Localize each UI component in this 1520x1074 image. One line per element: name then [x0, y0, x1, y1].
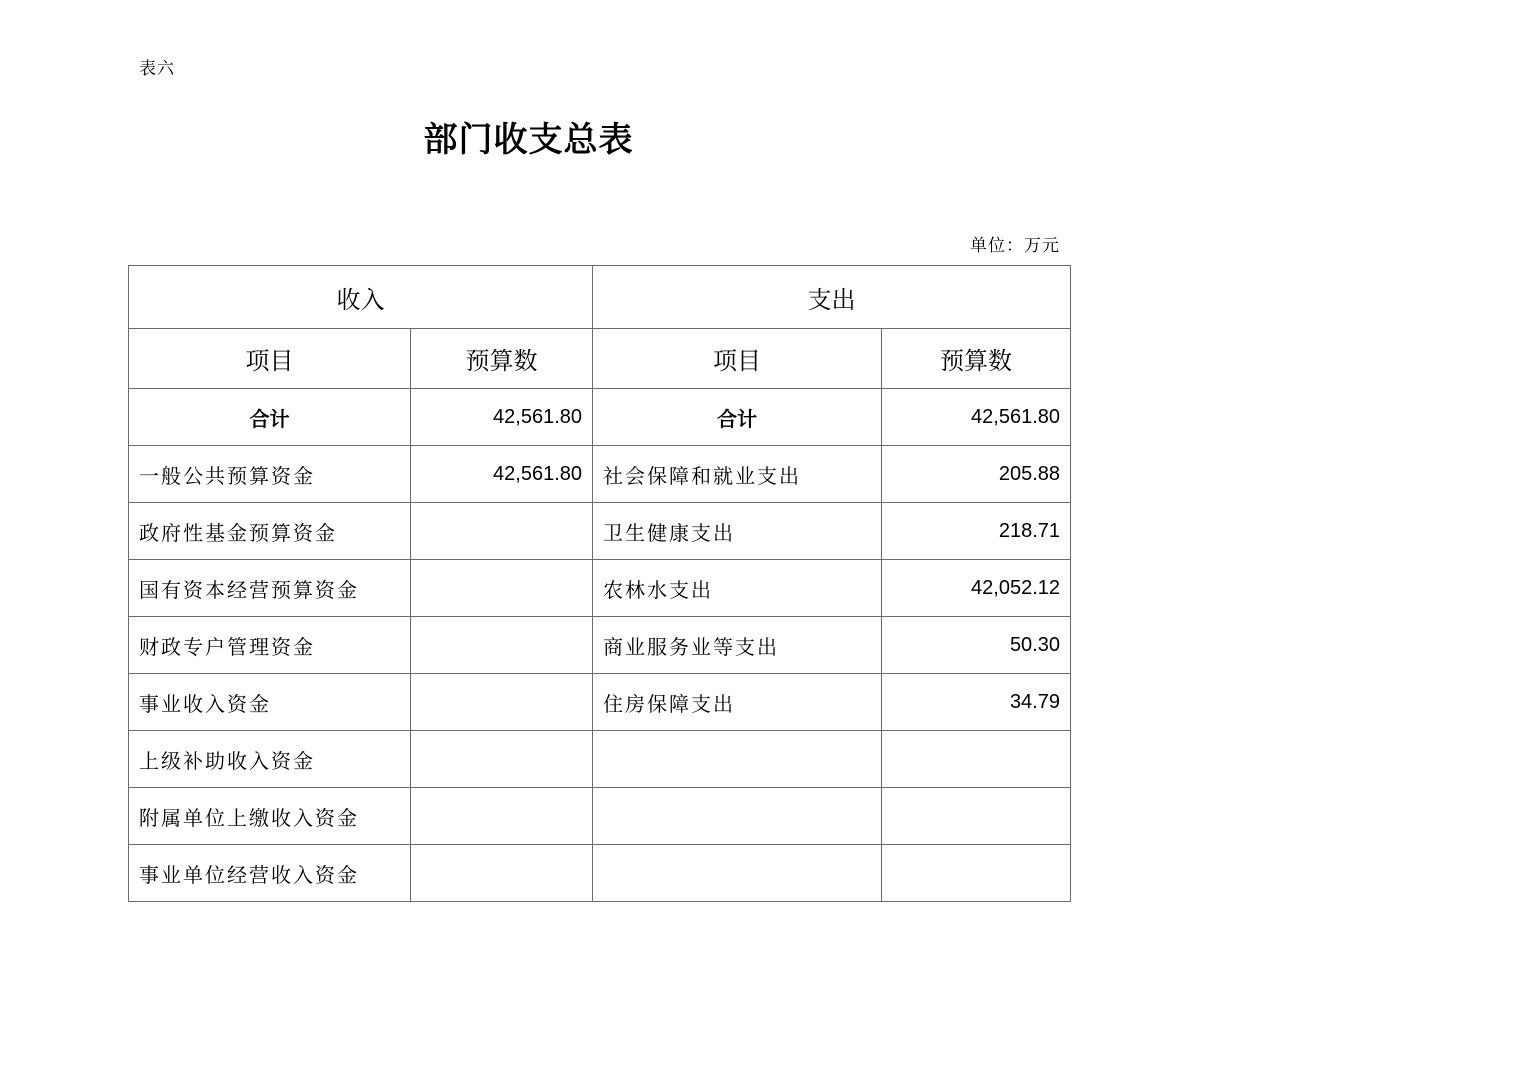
income-item-header: 项目 — [129, 329, 411, 389]
income-value — [411, 560, 593, 617]
expense-value — [882, 731, 1071, 788]
expense-value: 34.79 — [882, 674, 1071, 731]
expense-item: 社会保障和就业支出 — [593, 446, 882, 503]
income-value — [411, 617, 593, 674]
income-item: 财政专户管理资金 — [129, 617, 411, 674]
income-item: 事业收入资金 — [129, 674, 411, 731]
income-value — [411, 845, 593, 902]
expense-item-header: 项目 — [593, 329, 882, 389]
income-group-header: 收入 — [129, 266, 593, 329]
table-row — [129, 674, 1071, 731]
table-row — [129, 731, 1071, 788]
expense-item — [593, 788, 882, 845]
income-value — [411, 731, 593, 788]
expense-total-label: 合计 — [593, 389, 882, 446]
group-header-row — [129, 266, 1071, 329]
page-title: 部门收支总表 — [423, 120, 634, 160]
expense-total-value: 42,561.80 — [882, 389, 1071, 446]
income-item: 上级补助收入资金 — [129, 731, 411, 788]
income-value — [411, 503, 593, 560]
income-item: 政府性基金预算资金 — [129, 503, 411, 560]
income-item: 事业单位经营收入资金 — [129, 845, 411, 902]
expense-value: 205.88 — [882, 446, 1071, 503]
expense-group-header: 支出 — [593, 266, 1071, 329]
table-row — [129, 560, 1071, 617]
expense-value: 50.30 — [882, 617, 1071, 674]
income-budget-header: 预算数 — [411, 329, 593, 389]
income-item: 附属单位上缴收入资金 — [129, 788, 411, 845]
table-row — [129, 788, 1071, 845]
expense-item: 卫生健康支出 — [593, 503, 882, 560]
income-total-value: 42,561.80 — [411, 389, 593, 446]
total-row — [129, 389, 1071, 446]
expense-item — [593, 731, 882, 788]
column-header-row — [129, 329, 1071, 389]
table-number: 表六 — [139, 59, 175, 79]
expense-item — [593, 845, 882, 902]
expense-budget-header: 预算数 — [882, 329, 1071, 389]
expense-item: 农林水支出 — [593, 560, 882, 617]
income-value — [411, 674, 593, 731]
expense-value — [882, 788, 1071, 845]
income-value — [411, 788, 593, 845]
expense-value: 218.71 — [882, 503, 1071, 560]
expense-value: 42,052.12 — [882, 560, 1071, 617]
table-row — [129, 446, 1071, 503]
income-expense-table — [128, 265, 1071, 902]
income-item: 一般公共预算资金 — [129, 446, 411, 503]
table-row — [129, 503, 1071, 560]
income-total-label: 合计 — [129, 389, 411, 446]
income-value: 42,561.80 — [411, 446, 593, 503]
income-item: 国有资本经营预算资金 — [129, 560, 411, 617]
unit-label: 单位：万元 — [970, 236, 1060, 256]
expense-item: 住房保障支出 — [593, 674, 882, 731]
expense-value — [882, 845, 1071, 902]
expense-item: 商业服务业等支出 — [593, 617, 882, 674]
table-row — [129, 845, 1071, 902]
table-row — [129, 617, 1071, 674]
